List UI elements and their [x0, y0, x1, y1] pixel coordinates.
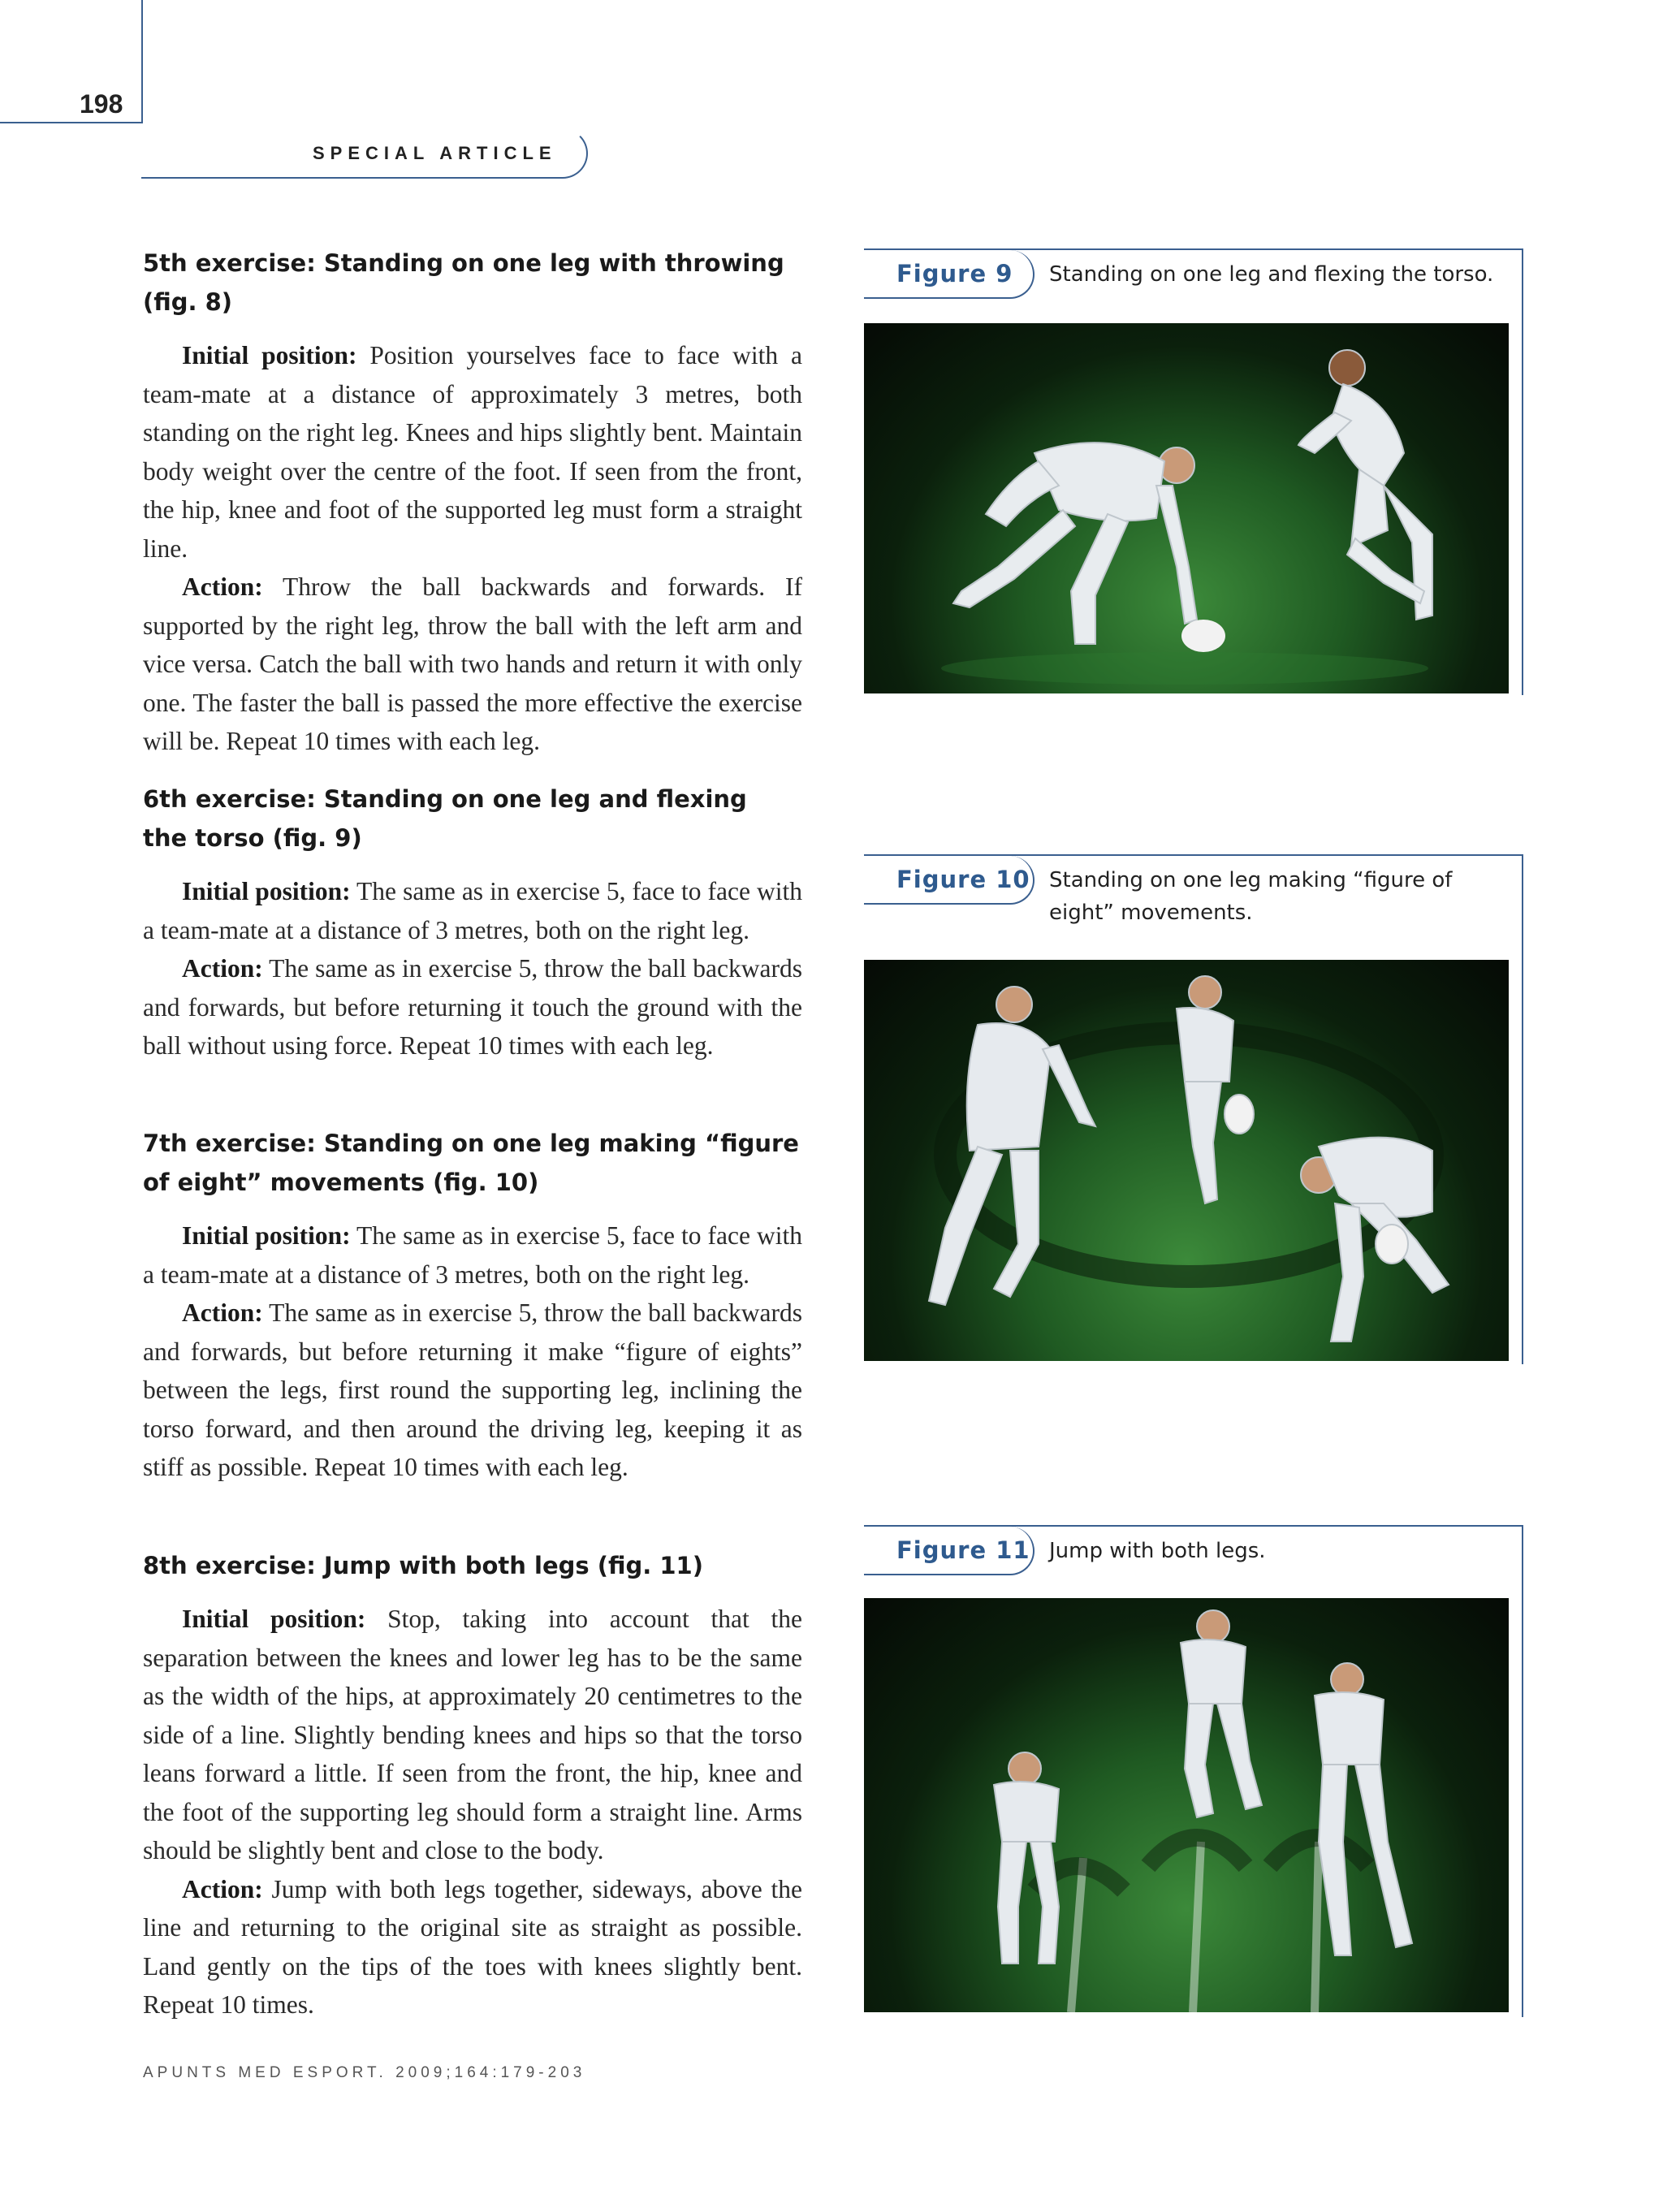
action-label: Action:	[182, 1874, 263, 1903]
header-horizontal-rule	[0, 122, 143, 123]
initial-position-text: Position yourselves face to face with a team-mate at a distance of approximately 3 metres, both standing on the right leg. Knees and hips slightly bent. Maintain body weight over the centre of the foot. If seen from the front, the hip, knee and foot of the supported leg must form a straight line.	[143, 341, 802, 563]
figure-10-illustration	[864, 960, 1509, 1361]
figure-9-tab	[864, 250, 1035, 299]
exercise-5-initial-position	[143, 336, 802, 568]
exercise-7-title-line-2: of eight” movements (fig. 10)	[143, 1169, 539, 1196]
exercise-6-title-line-1: 6th exercise: Standing on one leg and flexing	[143, 785, 747, 813]
exercise-6-action	[143, 949, 802, 1065]
figure-11-photo	[864, 1598, 1509, 2012]
exercise-6-title-line-2: the torso (fig. 9)	[143, 824, 362, 852]
action-label: Action:	[182, 954, 263, 983]
figure-11	[864, 1525, 1523, 2017]
action-text: The same as in exercise 5, throw the ball backwards and forwards, but before returning it make “figure of eights” between the legs, first round the supporting leg, inclining the torso forward, and then around the driving leg, keeping it as stiff as possible. Repeat 10 times with each leg.	[143, 1298, 802, 1481]
figure-9	[864, 248, 1523, 695]
initial-position-label: Initial position:	[182, 1605, 366, 1633]
initial-position-text: The same as in exercise 5, face to face with a team-mate at a distance of 3 metres, both on the right leg.	[143, 1221, 802, 1289]
figure-11-caption: Jump with both legs.	[1049, 1539, 1266, 1563]
exercise-8-initial-position	[143, 1600, 802, 1870]
initial-position-text: The same as in exercise 5, face to face with a team-mate at a distance of 3 metres, both on the right leg.	[143, 877, 802, 944]
figure-10-tab	[864, 856, 1035, 905]
header-vertical-rule	[141, 0, 143, 122]
figure-9-label: Figure 9	[896, 260, 1013, 287]
exercise-7-initial-position	[143, 1216, 802, 1294]
initial-position-label: Initial position:	[182, 877, 351, 905]
figure-9-illustration	[864, 323, 1509, 693]
action-label: Action:	[182, 572, 263, 601]
action-text: The same as in exercise 5, throw the ball backwards and forwards, but before returning it touch the ground with the ball without using force. Repeat 10 times with each leg.	[143, 954, 802, 1060]
section-label: SPECIAL ARTICLE	[313, 143, 557, 163]
figure-10	[864, 854, 1523, 1364]
action-label: Action:	[182, 1298, 263, 1327]
exercise-7	[143, 1124, 802, 1487]
exercise-6-initial-position	[143, 872, 802, 949]
exercise-6	[143, 780, 802, 1065]
figure-9-photo	[864, 323, 1509, 693]
figure-9-caption: Standing on one leg and flexing the torso.	[1049, 262, 1494, 287]
figure-11-label: Figure 11	[896, 1536, 1030, 1564]
exercise-7-action	[143, 1294, 802, 1487]
exercise-7-title	[143, 1124, 802, 1202]
exercise-8-title: 8th exercise: Jump with both legs (fig. 11)	[143, 1552, 703, 1579]
initial-position-label: Initial position:	[182, 1221, 351, 1250]
exercise-7-title-line-1: 7th exercise: Standing on one leg making “figure	[143, 1130, 799, 1157]
figure-11-illustration	[864, 1598, 1509, 2012]
exercise-6-title	[143, 780, 802, 858]
figure-10-photo	[864, 960, 1509, 1361]
exercise-5-action	[143, 568, 802, 761]
figure-10-caption: Standing on one leg making “figure of eight” movements.	[1049, 868, 1453, 925]
exercise-8-action	[143, 1870, 802, 2024]
initial-position-label: Initial position:	[182, 341, 357, 369]
exercise-8	[143, 1546, 802, 2024]
figure-11-tab	[864, 1527, 1035, 1575]
figure-10-label: Figure 10	[896, 866, 1030, 893]
page-number: 198	[80, 89, 123, 119]
exercise-5-title: 5th exercise: Standing on one leg with throwing (fig. 8)	[143, 249, 784, 316]
initial-position-text: Stop, taking into account that the separation between the knees and lower leg has to be the same as the width of the hips, at approximately 20 centimetres to the side of a line. Slightly bending knees and hips so that the torso leans forward a little. If seen from the front, the hip, knee and the foot of the supporting leg should form a straight line. Arms should be slightly bent and close to the body.	[143, 1605, 802, 1864]
exercise-5	[143, 244, 802, 761]
action-text: Jump with both legs together, sideways, above the line and returning to the original site as straight as possible. Land gently on the tips of the toes with knees slightly bent. Repeat 10 times.	[143, 1874, 802, 2019]
journal-footer: APUNTS MED ESPORT. 2009;164:179-203	[143, 2064, 586, 2081]
action-text: Throw the ball backwards and forwards. If supported by the right leg, throw the ball with the left arm and vice versa. Catch the ball with two hands and return it with only one. The faster the ball is passed the more effective the exercise will be. Repeat 10 times with each leg.	[143, 572, 802, 755]
